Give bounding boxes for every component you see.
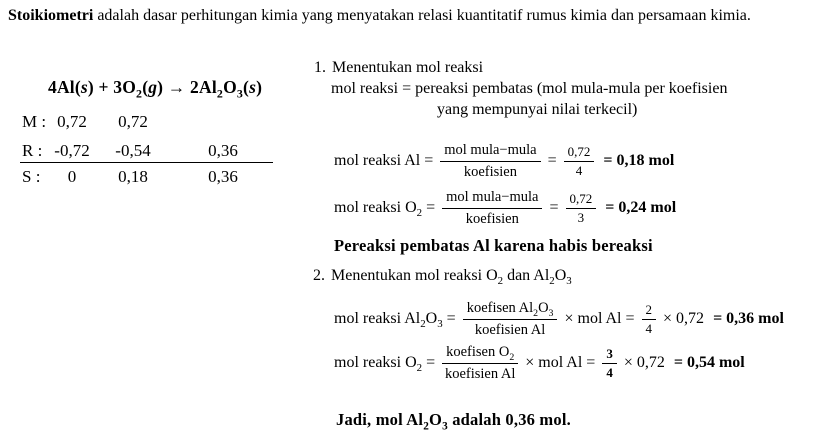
formula-mol-reaksi-al2o3: [334, 296, 784, 342]
formula-lhs: mol reaksi Al =: [334, 152, 434, 169]
intro-text: adalah dasar perhitungan kimia yang menyatakan relasi kuantitatif rumus kimia dan persamaan kimia.: [97, 7, 751, 24]
fraction-numerator: mol mula−mula: [442, 188, 542, 208]
step2-number: 2.: [313, 267, 325, 284]
fraction-numerator: 0,72: [564, 144, 595, 162]
row-label: M :: [22, 112, 47, 131]
formula-result: = 0,24 mol: [605, 199, 677, 216]
cell-al2o3: 0,36: [208, 141, 238, 160]
step2-heading: [313, 266, 572, 287]
step2-title: Menentukan mol reaksi $O_2$ dan $Al_2O_3$: [331, 267, 572, 288]
formula-result: = 0,18 mol: [603, 152, 675, 169]
fraction-denominator: koefisien Al: [474, 321, 546, 338]
fraction-numerator: 2: [642, 302, 657, 320]
cell-o2: -0,54: [115, 141, 151, 160]
fraction-denominator: 3: [577, 209, 585, 225]
fraction-numerator: mol mula−mula: [440, 141, 540, 161]
intro-term: Stoikiometri: [8, 7, 94, 24]
fraction-numerator: koefisen $O_2$: [442, 343, 518, 363]
fraction-2-4: [642, 302, 657, 336]
step1-title: Menentukan mol reaksi: [332, 59, 484, 76]
table-row-mula: [22, 112, 276, 132]
fraction-numerator: koefisen $Al_2O_3$: [463, 299, 558, 319]
fraction-3-4: [602, 346, 617, 380]
step1-definition-line2: yang mempunyai nilai terkecil): [437, 101, 638, 118]
fraction-mula-per-koefisien: [442, 188, 542, 227]
fraction-072-4: [564, 144, 595, 178]
formula-tail: × 0,72: [663, 310, 705, 327]
formula-lhs: mol reaksi $O_2$ =: [334, 199, 436, 220]
equals-sign: =: [549, 199, 559, 216]
fraction-denominator: koefisien: [465, 210, 519, 227]
table-row-reaksi: [22, 141, 276, 161]
fraction-koefisien-ratio: [463, 299, 558, 338]
chemical-equation: $4Al(s) + 3O_2(g) \to 2Al_2O_3(s)$: [48, 77, 263, 101]
limiting-reagent-note: Pereaksi pembatas Al karena habis bereaksi: [334, 236, 653, 255]
cell-o2: 0,72: [118, 112, 148, 131]
formula-mid: × mol Al =: [525, 354, 596, 371]
table-divider-line: [20, 162, 273, 163]
fraction-denominator: koefisien Al: [444, 365, 516, 382]
formula-mid: × mol Al =: [564, 310, 635, 327]
cell-al2o3: 0,36: [208, 167, 238, 186]
cell-o2: 0,18: [118, 167, 148, 186]
fraction-numerator: 0,72: [566, 191, 597, 209]
formula-result: = 0,36 mol: [713, 310, 784, 327]
cell-al: -0,72: [54, 141, 90, 160]
formula-mol-reaksi-o2: [334, 186, 676, 230]
fraction-koefisien-ratio: [442, 343, 518, 382]
formula-lhs: mol reaksi $Al_2O_3$ =: [334, 310, 456, 331]
fraction-denominator: 4: [606, 364, 613, 380]
fraction-denominator: 4: [645, 320, 653, 336]
fraction-denominator: koefisien: [463, 163, 517, 180]
conclusion-statement: Jadi, mol $Al_2O_3$ adalah 0,36 mol.: [336, 410, 571, 433]
equals-sign: =: [547, 152, 557, 169]
fraction-mula-per-koefisien: [440, 141, 540, 180]
fraction-denominator: 4: [575, 162, 583, 178]
fraction-numerator: 3: [602, 346, 617, 364]
cell-al: 0,72: [57, 112, 87, 131]
step1-definition-line1: mol reaksi = pereaksi pembatas (mol mula-mula per koefisien: [331, 80, 728, 97]
cell-al: 0: [67, 167, 77, 186]
formula-tail: × 0,72: [623, 354, 665, 371]
fraction-072-3: [566, 191, 597, 225]
row-label: S :: [22, 167, 41, 186]
formula-mol-reaksi-o2-step2: [334, 341, 745, 385]
formula-result: = 0,54 mol: [673, 354, 745, 371]
cell-al2o3: [170, 112, 276, 132]
row-label: R :: [22, 141, 43, 160]
intro-paragraph: [8, 6, 836, 27]
formula-mol-reaksi-al: [334, 139, 674, 183]
step1-heading: [314, 58, 483, 79]
table-row-sisa: [22, 167, 276, 187]
formula-lhs: mol reaksi $O_2$ =: [334, 354, 436, 375]
step1-number: 1.: [314, 59, 326, 76]
